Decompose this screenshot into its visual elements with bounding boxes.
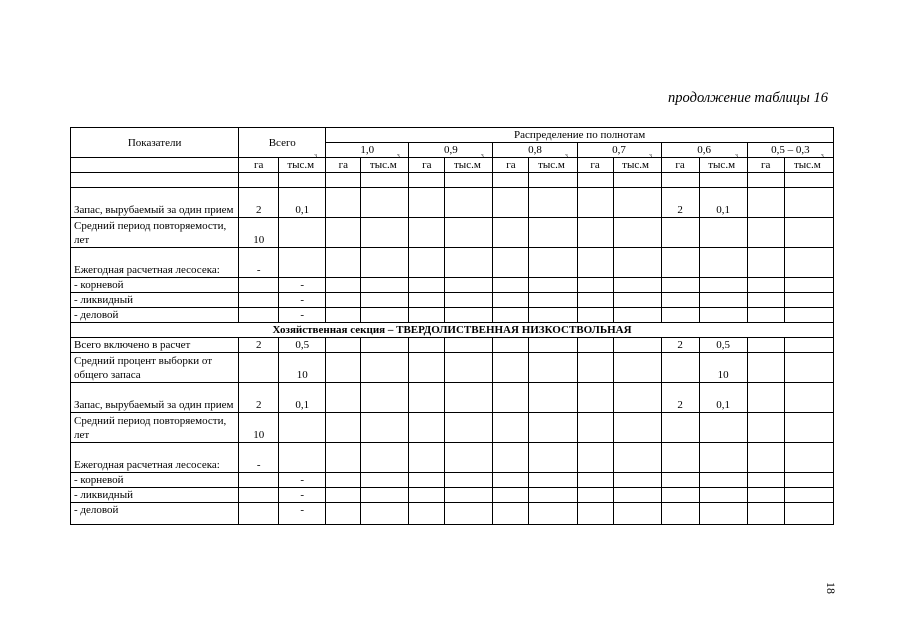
table-cell (529, 278, 577, 293)
table-cell (326, 218, 361, 248)
table-cell (699, 218, 747, 248)
table-row (71, 248, 834, 278)
table-cell (445, 443, 493, 473)
table-cell (577, 308, 613, 323)
table-row (71, 293, 834, 308)
unit-volume-exponent: 3 (648, 154, 652, 160)
table-cell: - (279, 293, 326, 308)
table-cell (445, 383, 493, 413)
table-cell (361, 383, 409, 413)
table-cell (361, 308, 409, 323)
table-cell (747, 488, 784, 503)
header-unit-ha: га (577, 158, 613, 173)
table-cell (577, 353, 613, 383)
table-cell (784, 353, 833, 383)
table-cell (493, 443, 529, 473)
unit-volume-exponent: 3 (314, 154, 318, 160)
table-cell (577, 293, 613, 308)
table-cell (239, 308, 279, 323)
table-cell (445, 248, 493, 278)
table-row (71, 278, 834, 293)
table-cell: 0,1 (699, 188, 747, 218)
table-cell: 10 (699, 353, 747, 383)
table-cell (529, 488, 577, 503)
table-cell (784, 443, 833, 473)
table-cell (326, 308, 361, 323)
table-cell (409, 188, 445, 218)
header-density: 0,6 (661, 143, 747, 158)
table-cell (409, 413, 445, 443)
table-cell (445, 413, 493, 443)
row-label: Всего включено в расчет (71, 338, 239, 353)
table-cell (409, 473, 445, 488)
table-cell (747, 173, 784, 188)
table-cell (747, 293, 784, 308)
table-cell (699, 443, 747, 473)
table-cell (279, 443, 326, 473)
table-cell: - (279, 488, 326, 503)
table-cell (613, 308, 661, 323)
table-cell (747, 308, 784, 323)
table-cell (699, 173, 747, 188)
table-cell (661, 443, 699, 473)
table-cell (577, 278, 613, 293)
table-cell (577, 503, 613, 525)
table-cell (699, 248, 747, 278)
table-cell (747, 353, 784, 383)
table-cell (445, 488, 493, 503)
table-cell (409, 278, 445, 293)
table-row (71, 188, 834, 218)
table-cell (661, 218, 699, 248)
data-table (70, 127, 834, 525)
table-row (71, 503, 834, 525)
row-label (71, 173, 239, 188)
row-label: Средний период повторяемости, лет (71, 218, 239, 248)
table-cell (239, 353, 279, 383)
table-cell (326, 278, 361, 293)
unit-volume-text: тыс.м (622, 159, 649, 171)
table-cell (747, 413, 784, 443)
table-cell (361, 278, 409, 293)
table-cell (529, 443, 577, 473)
table-cell (493, 488, 529, 503)
table-cell (409, 173, 445, 188)
table-cell (529, 353, 577, 383)
table-cell (493, 353, 529, 383)
table-cell (361, 413, 409, 443)
table-cell (784, 488, 833, 503)
table-cell (784, 383, 833, 413)
table-cell (529, 218, 577, 248)
table-cell (699, 278, 747, 293)
table-cell (361, 503, 409, 525)
table-row (71, 353, 834, 383)
table-cell (326, 173, 361, 188)
table-cell (361, 338, 409, 353)
table-cell (493, 173, 529, 188)
header-unit-ha: га (747, 158, 784, 173)
table-cell (326, 188, 361, 218)
table-cell (613, 353, 661, 383)
row-label: Ежегодная расчетная лесосека: (71, 443, 239, 473)
unit-volume-exponent: 3 (480, 154, 484, 160)
table-cell (699, 473, 747, 488)
page-number: 18 (824, 582, 838, 594)
header-unit-volume (784, 154, 833, 173)
table-cell (661, 308, 699, 323)
table-cell: 2 (239, 338, 279, 353)
table-cell (577, 413, 613, 443)
table-cell: 0,1 (279, 188, 326, 218)
table-cell (361, 248, 409, 278)
table-cell (326, 338, 361, 353)
table-cell: 10 (239, 218, 279, 248)
table-cell: 2 (239, 188, 279, 218)
table-cell (445, 353, 493, 383)
table-cell (445, 218, 493, 248)
table-cell (613, 188, 661, 218)
table-cell (699, 488, 747, 503)
table-cell (409, 218, 445, 248)
table-cell (784, 218, 833, 248)
table-cell (784, 473, 833, 488)
table-cell (747, 473, 784, 488)
table-cell: 0,5 (279, 338, 326, 353)
table-cell (445, 338, 493, 353)
table-cell (613, 173, 661, 188)
table-cell (613, 338, 661, 353)
table-row (71, 218, 834, 248)
table-cell (493, 503, 529, 525)
table-cell (577, 473, 613, 488)
section-row (71, 323, 834, 338)
table-cell (577, 173, 613, 188)
table-cell (747, 188, 784, 218)
table-cell (613, 413, 661, 443)
header-density: 0,5 – 0,3 (747, 143, 833, 158)
table-cell (445, 473, 493, 488)
table-cell (661, 488, 699, 503)
header-density: 1,0 (326, 143, 409, 158)
table-cell (661, 293, 699, 308)
table-cell (613, 488, 661, 503)
table-cell (326, 503, 361, 525)
table-cell (613, 293, 661, 308)
table-cell (529, 413, 577, 443)
header-units-blank (71, 158, 239, 173)
table-cell (493, 308, 529, 323)
table-cell (577, 218, 613, 248)
table-cell (409, 503, 445, 525)
table-cell (445, 188, 493, 218)
row-label: - деловой (71, 503, 239, 525)
table-cell (493, 278, 529, 293)
table-cell (613, 278, 661, 293)
table-cell (361, 218, 409, 248)
table-cell: 2 (661, 338, 699, 353)
table-cell (529, 383, 577, 413)
table-cell (784, 338, 833, 353)
table-cell (361, 353, 409, 383)
table-cell (747, 248, 784, 278)
table-cell: 10 (279, 353, 326, 383)
table-cell (361, 173, 409, 188)
table-cell: - (279, 308, 326, 323)
table-cell (661, 473, 699, 488)
table-cell (529, 473, 577, 488)
table-cell (747, 278, 784, 293)
table-cell: 0,1 (279, 383, 326, 413)
header-unit-volume (529, 154, 577, 173)
table-cell (529, 503, 577, 525)
table-row (71, 443, 834, 473)
row-label: Запас, вырубаемый за один прием (71, 383, 239, 413)
table-cell (577, 383, 613, 413)
unit-volume-text: тыс.м (369, 159, 397, 171)
header-unit-volume (613, 154, 661, 173)
table-cell (661, 503, 699, 525)
table-cell (239, 503, 279, 525)
table-cell: 0,1 (699, 383, 747, 413)
table-cell (613, 473, 661, 488)
row-label: - ликвидный (71, 488, 239, 503)
table-cell (326, 413, 361, 443)
table-cell (493, 413, 529, 443)
section-title: Хозяйственная секция – ТВЕРДОЛИСТВЕННАЯ НИЗКОСТВОЛЬНАЯ (71, 323, 834, 338)
table-cell (493, 338, 529, 353)
table-cell (239, 293, 279, 308)
table-cell (784, 503, 833, 525)
table-cell: 2 (661, 188, 699, 218)
header-total: Всего (239, 128, 326, 158)
table-cell (361, 293, 409, 308)
header-unit-ha: га (661, 158, 699, 173)
table-cell (577, 443, 613, 473)
header-unit-volume (699, 154, 747, 173)
table-cell (613, 248, 661, 278)
row-label: - ликвидный (71, 293, 239, 308)
table-cell (326, 293, 361, 308)
row-label: Средний процент выборки от общего запаса (71, 353, 239, 383)
table-cell (409, 383, 445, 413)
unit-volume-text: тыс.м (538, 159, 565, 171)
table-cell (613, 218, 661, 248)
header-unit-volume (361, 154, 409, 173)
table-cell (613, 503, 661, 525)
table-cell (661, 278, 699, 293)
table-cell (784, 173, 833, 188)
unit-volume-exponent: 3 (564, 154, 568, 160)
table-cell (445, 308, 493, 323)
unit-volume-exponent: 3 (396, 154, 400, 160)
table-row (71, 473, 834, 488)
table-cell (577, 488, 613, 503)
table-cell (784, 278, 833, 293)
table-cell (747, 443, 784, 473)
table-cell (529, 293, 577, 308)
row-label: Ежегодная расчетная лесосека: (71, 248, 239, 278)
header-unit-volume (445, 154, 493, 173)
table-cell (493, 383, 529, 413)
table-cell (361, 443, 409, 473)
table-caption: продолжение таблицы 16 (668, 90, 828, 106)
row-label: Средний период повторяемости, лет (71, 413, 239, 443)
table-cell (784, 293, 833, 308)
table-cell (361, 473, 409, 488)
header-unit-ha: га (493, 158, 529, 173)
table-cell (279, 248, 326, 278)
table-cell (239, 173, 279, 188)
table-cell (409, 353, 445, 383)
table-cell (493, 248, 529, 278)
table-cell (493, 188, 529, 218)
table-cell: - (279, 473, 326, 488)
table-row (71, 383, 834, 413)
header-density: 0,8 (493, 143, 577, 158)
unit-volume-text: тыс.м (793, 159, 821, 171)
table-cell (279, 413, 326, 443)
unit-volume-exponent: 3 (820, 154, 824, 160)
table-cell (747, 383, 784, 413)
header-indicators: Показатели (71, 128, 239, 158)
table-cell (361, 188, 409, 218)
table-cell: - (239, 248, 279, 278)
table-cell (279, 173, 326, 188)
table-cell (493, 473, 529, 488)
table-cell (529, 173, 577, 188)
table-cell: 10 (239, 413, 279, 443)
table-cell (529, 308, 577, 323)
table-row (71, 173, 834, 188)
table-cell (784, 248, 833, 278)
table-cell: 0,5 (699, 338, 747, 353)
table-cell (409, 293, 445, 308)
table-cell (326, 353, 361, 383)
table-cell (409, 308, 445, 323)
header-unit-ha: га (409, 158, 445, 173)
header-unit-ha: га (326, 158, 361, 173)
table-cell (747, 218, 784, 248)
table-row (71, 488, 834, 503)
table-cell: - (239, 443, 279, 473)
table-cell (577, 248, 613, 278)
table-cell (326, 488, 361, 503)
header-density: 0,9 (409, 143, 493, 158)
row-label: - корневой (71, 278, 239, 293)
table-cell (326, 443, 361, 473)
table-cell (445, 293, 493, 308)
unit-volume-text: тыс.м (454, 159, 481, 171)
header-density: 0,7 (577, 143, 661, 158)
table-cell (747, 338, 784, 353)
unit-volume-exponent: 3 (735, 154, 739, 160)
table-cell (445, 503, 493, 525)
unit-volume-text: тыс.м (287, 159, 315, 171)
table-cell (361, 488, 409, 503)
table-cell (409, 443, 445, 473)
table-cell (239, 473, 279, 488)
table-cell (445, 173, 493, 188)
table-cell: 2 (661, 383, 699, 413)
header-unit-volume (279, 154, 326, 173)
table-row (71, 413, 834, 443)
table-cell (493, 293, 529, 308)
table-cell (784, 308, 833, 323)
table-cell (784, 413, 833, 443)
table-cell (529, 188, 577, 218)
table-cell: - (279, 503, 326, 525)
table-cell (529, 248, 577, 278)
table-cell (445, 278, 493, 293)
row-label: - деловой (71, 308, 239, 323)
table-cell (699, 413, 747, 443)
table-cell (326, 383, 361, 413)
table-cell (577, 188, 613, 218)
table-cell (239, 278, 279, 293)
table-cell (529, 338, 577, 353)
table-cell: 2 (239, 383, 279, 413)
table-cell (661, 413, 699, 443)
table-row (71, 308, 834, 323)
table-cell (326, 248, 361, 278)
table-row (71, 338, 834, 353)
table-cell (613, 383, 661, 413)
table-cell (409, 488, 445, 503)
table-cell (661, 173, 699, 188)
unit-volume-text: тыс.м (708, 159, 736, 171)
table-cell (699, 503, 747, 525)
table-cell (613, 443, 661, 473)
table-cell (747, 503, 784, 525)
table-cell (699, 293, 747, 308)
header-unit-ha: га (239, 158, 279, 173)
table-cell (661, 353, 699, 383)
table-cell (784, 188, 833, 218)
table-cell: - (279, 278, 326, 293)
table-cell (661, 248, 699, 278)
header-distribution: Распределение по полнотам (326, 128, 834, 143)
row-label: Запас, вырубаемый за один прием (71, 188, 239, 218)
table-cell (326, 473, 361, 488)
table-cell (409, 338, 445, 353)
table-cell (493, 218, 529, 248)
table-cell (279, 218, 326, 248)
table-cell (409, 248, 445, 278)
table-cell (239, 488, 279, 503)
table-cell (699, 308, 747, 323)
row-label: - корневой (71, 473, 239, 488)
table-cell (577, 338, 613, 353)
